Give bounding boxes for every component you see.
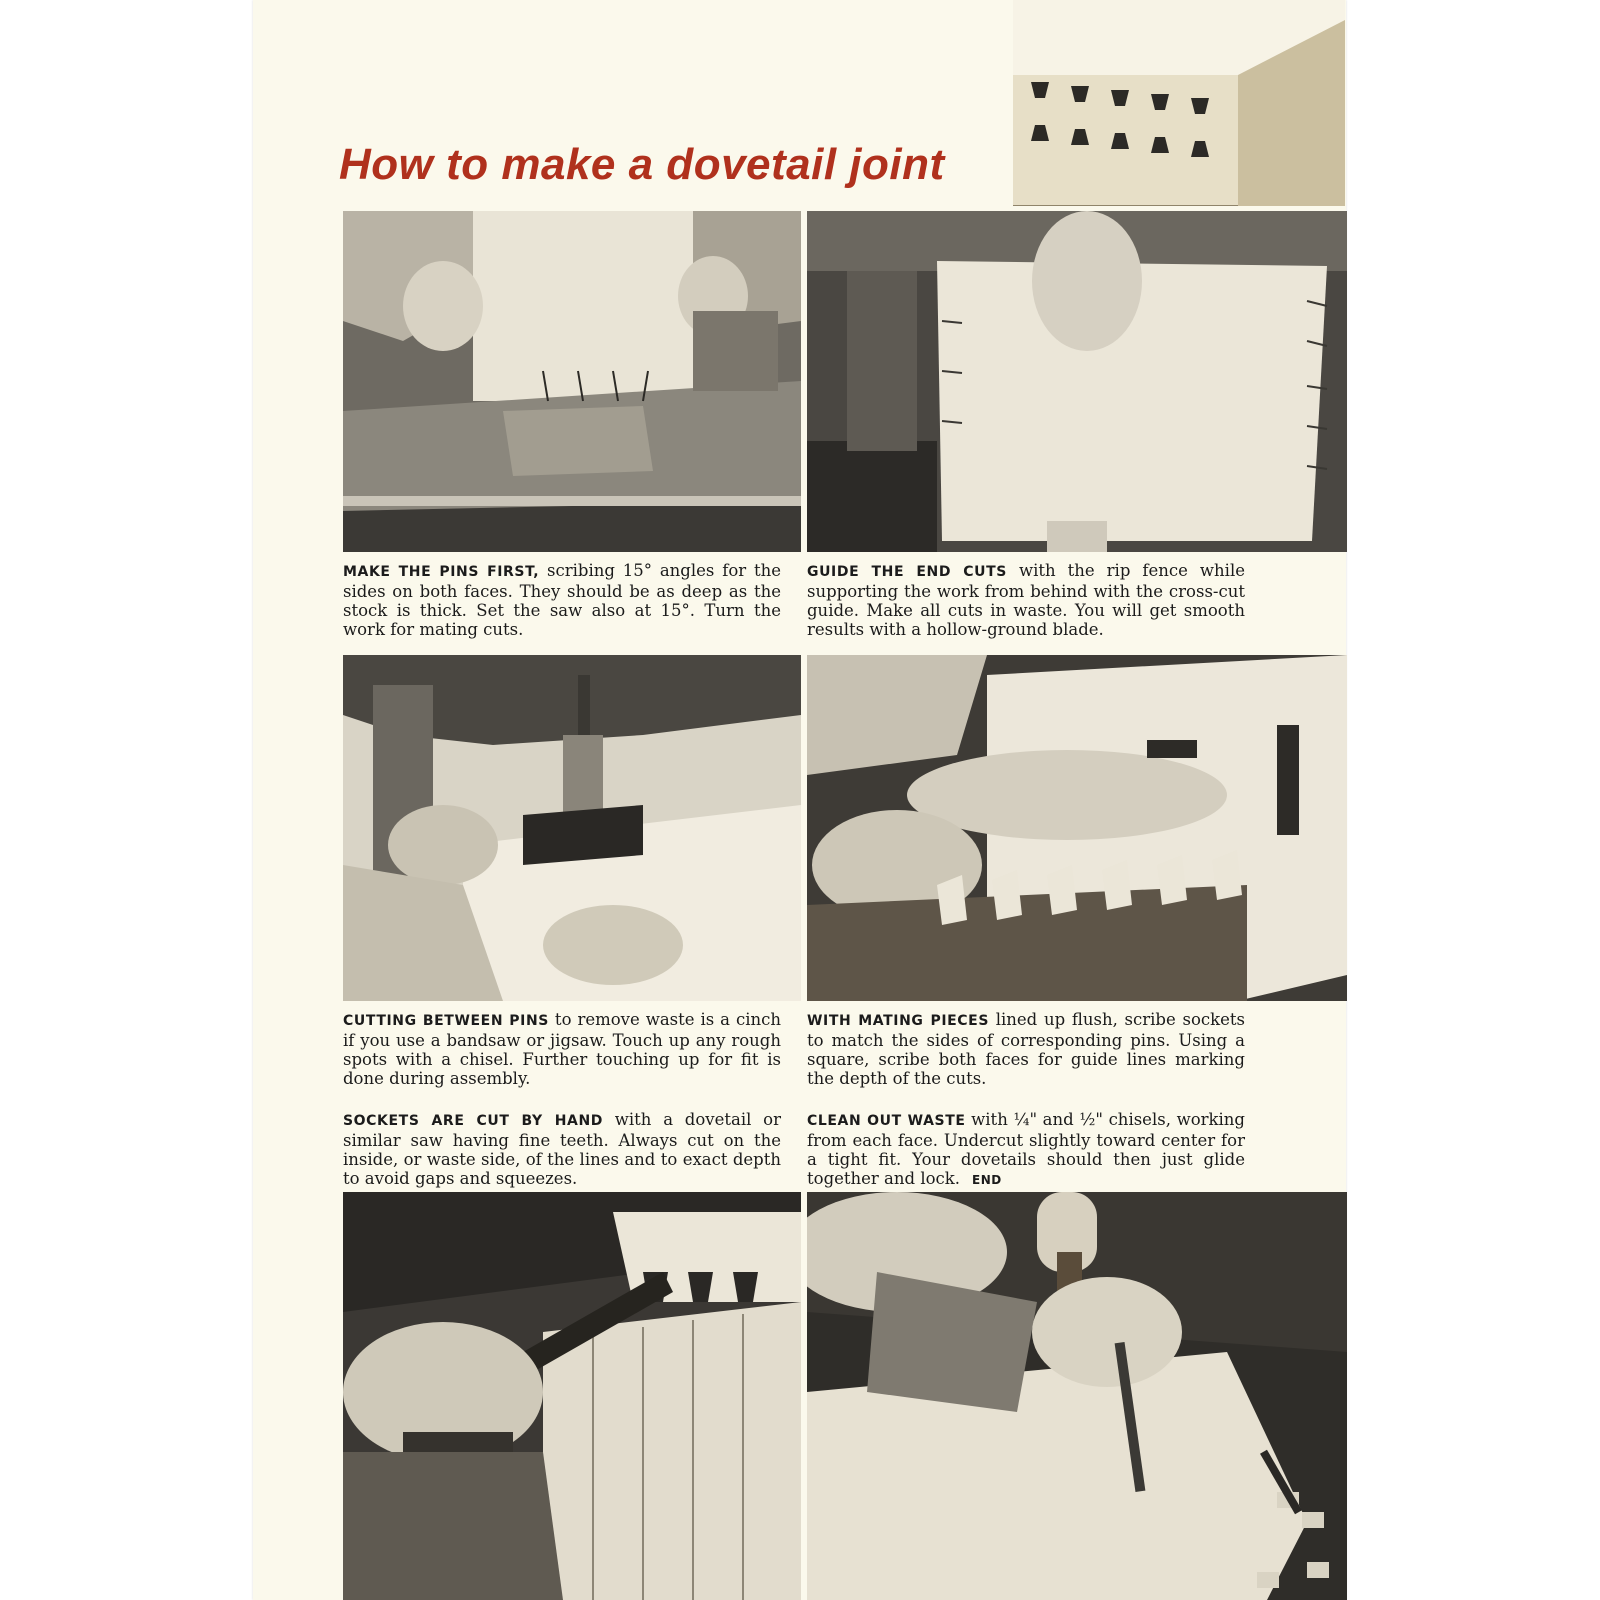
photo-bandsaw-cutting <box>343 655 801 1001</box>
end-mark: END <box>972 1173 1002 1187</box>
photo-scribing-sockets <box>807 655 1347 1001</box>
caption-step-5-lead: SOCKETS ARE CUT BY HAND <box>343 1113 603 1129</box>
caption-step-1 <box>343 561 781 639</box>
caption-step-2-text: with the rip fence while supporting the work from behind with the cross-cut guide. Make all cuts in waste. You will get smooth results with a hollow-ground blade. <box>807 561 1245 639</box>
photo-sawing-sockets-by-hand <box>343 1192 801 1600</box>
caption-step-4-lead: WITH MATING PIECES <box>807 1013 990 1029</box>
caption-step-4 <box>807 1010 1245 1088</box>
caption-step-3 <box>343 1010 781 1088</box>
photo-chisel-clean-waste <box>807 1192 1347 1600</box>
article-title: How to make a dovetail joint <box>339 140 945 189</box>
caption-step-3-text: to remove waste is a cinch if you use a bandsaw or jigsaw. Touch up any rough spots with a chisel. Further touching up for fit is done during assembly. <box>343 1010 781 1088</box>
caption-step-5-text: with a dovetail or similar saw having fine teeth. Always cut on the inside, or waste side, of the lines and to exact depth to avoid gaps and squeezes. <box>343 1110 781 1188</box>
caption-step-2-lead: GUIDE THE END CUTS <box>807 564 1007 580</box>
photo-guide-end-cuts <box>807 211 1347 552</box>
caption-step-4-text: lined up flush, scribe sockets to match the sides of corresponding pins. Using a square, scribe both faces for guide lines marking the depth of the cuts. <box>807 1010 1245 1088</box>
caption-step-6-lead: CLEAN OUT WASTE <box>807 1113 966 1129</box>
caption-step-3-lead: CUTTING BETWEEN PINS <box>343 1013 549 1029</box>
photo-table-saw-pins <box>343 211 801 552</box>
caption-step-1-lead: MAKE THE PINS FIRST, <box>343 564 540 580</box>
caption-step-5 <box>343 1110 781 1188</box>
hero-photo-dovetail-joint <box>1013 0 1345 206</box>
caption-step-6 <box>807 1110 1245 1190</box>
caption-step-6-text: with ¼" and ½" chisels, working from each face. Undercut slightly toward center for a tight fit. Your dovetails should then just glide together and lock. <box>807 1110 1245 1188</box>
caption-step-1-text: scribing 15° angles for the sides on both faces. They should be as deep as the stock is thick. Set the saw also at 15°. Turn the work for mating cuts. <box>343 561 781 639</box>
caption-step-2 <box>807 561 1245 639</box>
